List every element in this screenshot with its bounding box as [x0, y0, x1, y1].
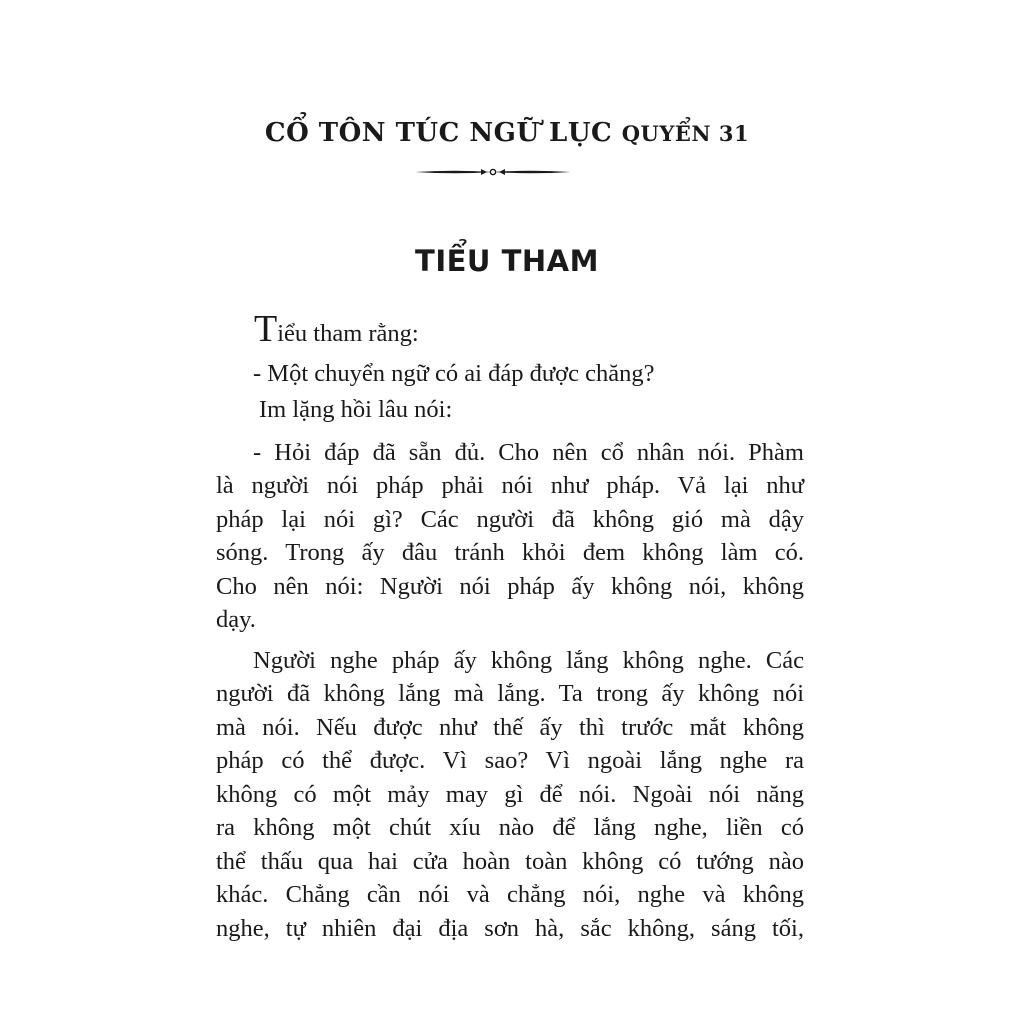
question-line: - Một chuyển ngữ có ai đáp được chăng? — [253, 360, 655, 387]
text-line: Người nghe pháp ấy không lắng không nghe. Các — [253, 647, 804, 674]
text-line: là người nói pháp phải nói như pháp. Vả lại như — [216, 472, 804, 499]
text-line: mà nói. Nếu được như thế ấy thì trước mắt không — [216, 714, 804, 741]
opening-text: iểu tham rằng: — [277, 320, 419, 347]
opening-line — [254, 310, 419, 348]
text-line: khác. Chẳng cần nói và chẳng nói, nghe và không — [216, 881, 804, 908]
running-title-main: CỔ TÔN TÚC NGỮ LỤC — [264, 118, 613, 148]
text-line: sóng. Trong ấy đâu tránh khỏi đem không làm có. — [216, 539, 804, 566]
text-line: pháp lại nói gì? Các người đã không gió mà dậy — [216, 506, 804, 533]
text-line: ra không một chút xíu nào để lắng nghe, liền có — [216, 814, 804, 841]
text-line: không có một mảy may gì để nói. Ngoài nói năng — [216, 781, 804, 808]
running-title-volume: QUYỂN 31 — [621, 121, 750, 146]
text-line: thể thấu qua hai cửa hoàn toàn không có tướng nào — [216, 848, 804, 875]
running-header — [0, 118, 1014, 148]
drop-cap: T — [254, 308, 278, 350]
text-line: dạy. — [216, 606, 256, 633]
ornament-divider-icon — [415, 166, 571, 178]
text-line: Cho nên nói: Người nói pháp ấy không nói, không — [216, 573, 804, 600]
silence-line: Im lặng hồi lâu nói: — [259, 396, 453, 423]
text-line: nghe, tự nhiên đại địa sơn hà, sắc không, sáng tối, — [216, 915, 804, 942]
text-line: người đã không lắng mà lắng. Ta trong ấy không nói — [216, 680, 804, 707]
text-line: - Hỏi đáp đã sẵn đủ. Cho nên cổ nhân nói. Phàm — [253, 439, 804, 466]
text-line: pháp có thể được. Vì sao? Vì ngoài lắng nghe ra — [216, 747, 804, 774]
chapter-title: TIỂU THAM — [415, 244, 599, 278]
